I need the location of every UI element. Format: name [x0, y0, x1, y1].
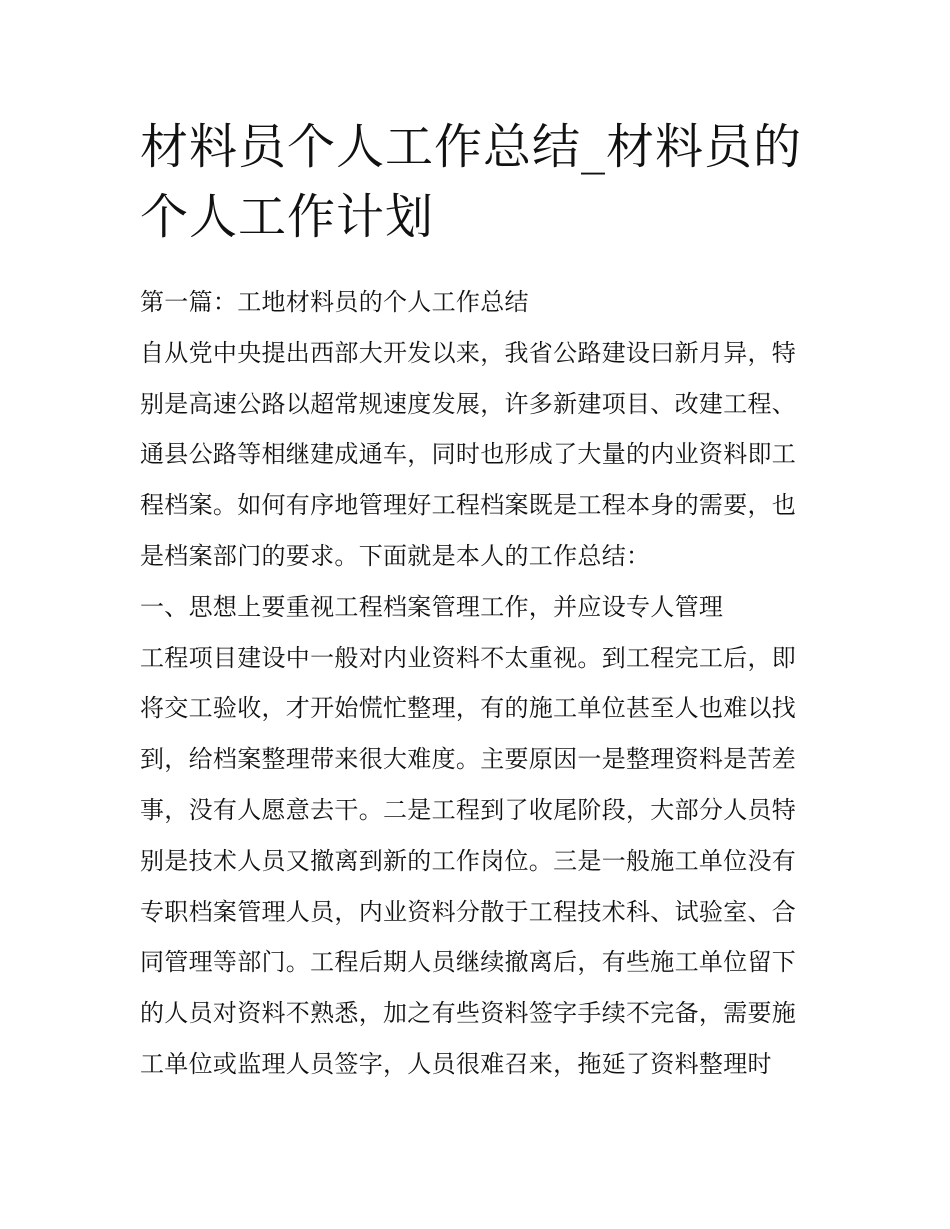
paragraph-line: 工程项目建设中一般对内业资料不太重视。到工程完工后，即 [140, 643, 797, 672]
title-line-2: 个人工作计划 [140, 189, 435, 245]
paragraph-line: 将交工验收，才开始慌忙整理，有的施工单位甚至人也难以找 [140, 694, 797, 723]
subsection-heading: 一、思想上要重视工程档案管理工作，并应设专人管理 [140, 592, 724, 621]
document-title [140, 112, 820, 252]
paragraph-line: 的人员对资料不熟悉，加之有些资料签字手续不完备，需要施 [140, 999, 797, 1028]
paragraph-line: 自从党中央提出西部大开发以来，我省公路建设曰新月异，特 [140, 338, 797, 367]
paragraph-line: 到，给档案整理带来很大难度。主要原因一是整理资料是苦差 [140, 745, 797, 774]
section-heading: 第一篇：工地材料员的个人工作总结 [140, 288, 529, 316]
paragraph-line: 是档案部门的要求。下面就是本人的工作总结： [140, 541, 651, 570]
paragraph-line: 别是技术人员又撤离到新的工作岗位。三是一般施工单位没有 [140, 846, 797, 875]
paragraph-line: 别是高速公路以超常规速度发展，许多新建项目、改建工程、 [140, 389, 797, 418]
paragraph-line: 事，没有人愿意去干。二是工程到了收尾阶段，大部分人员特 [140, 795, 797, 824]
paragraph-line: 工单位或监理人员签字，人员很难召来，拖延了资料整理时 [140, 1049, 772, 1078]
paragraph-line: 同管理等部门。工程后期人员继续撤离后，有些施工单位留下 [140, 948, 797, 977]
title-line-1: 材料员个人工作总结_材料员的 [140, 119, 803, 175]
paragraph-line: 通县公路等相继建成通车，同时也形成了大量的内业资料即工 [140, 440, 797, 469]
paragraph-line: 程档案。如何有序地管理好工程档案既是工程本身的需要，也 [140, 491, 797, 520]
paragraph-line: 专职档案管理人员，内业资料分散于工程技术科、试验室、合 [140, 897, 797, 926]
document-body [140, 282, 830, 1095]
